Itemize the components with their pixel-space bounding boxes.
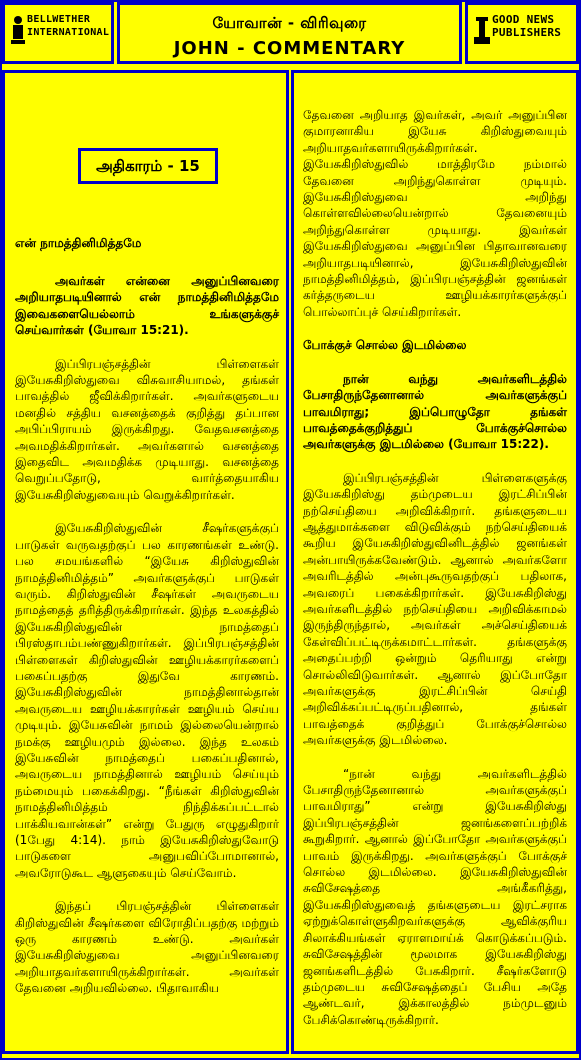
chapter-label: அதிகாரம் - 15 bbox=[78, 148, 218, 184]
header-left-logo-box bbox=[2, 2, 114, 64]
paragraph: இயேசுகிறிஸ்துவின் சீஷர்களுக்குப் பாடுகள் வருவதற்குப் பல காரணங்கள் உண்டு. பல சமயங்களில் “இயேசு கிறிஸ்துவின் நாமத்தினிமித்தம்” அவர்களுக்குப் பாடுகள் வரும். கிறிஸ்துவின் சீஷர்கள் அவருடைய நாமத்தைத் தரித்திருக்கிறார்கள். இந்த உலகத்தில் இயேசுகிறிஸ்துவின் நாமத்தைப் பிரஸ்தாபம்பண்ணுகிறார்கள். இப்பிரபஞ்சத்தின் பிள்ளைகள் கிறிஸ்துவின் ஊழியக்காரர்களைப் பகைப்பதற்கு இதுவே காரணம். இயேசுகிறிஸ்துவின் நாமத்தினால்தான் அவருடைய ஊழியக்காரர்கள் ஊழியம் செய்ய முடியும். இயேசுவின் நாமம் இல்லையென்றால் நமக்கு ஊழியமும் இல்லை. இந்த உலகம் இயேசுவின் நாமத்தைப் பகைப்பதினால், அவருடைய நாமத்தினால் ஊழியம் செய்யும் நம்மையும் பகைக்கிறது. “நீங்கள் கிறிஸ்துவின் நாமத்தினிமித்தம் நிந்திக்கப்பட்டால் பாக்கியவான்கள்” என்று பேதுரு எழுதுகிறார் (1பேது 4:14). நாம் இயேசுகிறிஸ்துவோடு பாடுகளை அனுபவிப்போமானால், அவரோடுகூட ஆளுகையும் செய்வோம். bbox=[15, 521, 279, 880]
paragraph: இப்பிரபஞ்சத்தின் பிள்ளைகள் இயேசுகிறிஸ்துவை விசுவாசியாமல், தங்கள் பாவத்தில் ஜீவிக்கிறார்கள். அவர்களுடைய மனதில் சத்திய வசனத்தைக் குறித்து தப்பான அபிப்பிராயம் இருக்கிறது. வேதவசனத்தை அவமதிக்கிறார்கள். அவர்களால் வசனத்தை இதைவிட அவமதிக்க முடியாது. வசனத்தை வெறுப்பதோடு, வார்த்தையாகிய இயேசுகிறிஸ்துவையும் வெறுக்கிறார்கள். bbox=[15, 356, 279, 502]
paragraph: இப்பிரபஞ்சத்தின் பிள்ளைகளுக்கு இயேசுகிறிஸ்து தம்முடைய இரட்சிப்பின் நற்செய்தியை அறிவிக்கிறார். தங்களுடைய ஆத்துமாக்களை விடுவிக்கும் நற்செய்தியைக் கூறிய இயேசுகிறிஸ்துவினிடத்தில் ஜனங்கள் அன்பாயிருக்கவேண்டும். ஆனால் அவர்களோ அவரிடத்தில் அன்புகூருவதற்குப் பதிலாக, அவரைப் பகைக்கிறார்கள். இயேசுகிறிஸ்து அவர்களிடத்தில் நற்செய்தியை அறிவிக்காமல் இருந்திருந்தால், அவர்கள் அச்செய்தியைக் கேள்விப்பட்டிருக்கமாட்டார்கள். தங்களுக்கு அதைப்பற்றி ஒன்றும் தெரியாது என்று சொல்லிவிடுவார்கள். ஆனால் இப்போதோ அவர்களுக்கு இரட்சிப்பின் செய்தி அறிவிக்கப்பட்டிருப்பதினால், தங்கள் பாவத்தைக் குறித்துப் போக்குச்சொல்ல அவர்களுக்கு இடமில்லை. bbox=[303, 470, 567, 748]
paragraph: தேவனை அறியாத இவர்கள், அவர் அனுப்பின குமாரனாகிய இயேசு கிறிஸ்துவையும் அறியாதவர்களாயிருக்கிறார்கள். இயேசுகிறிஸ்துவில் மாத்திரமே நம்மால் தேவனை அறிந்துகொள்ள முடியும். இயேசுகிறிஸ்துவை அறிந்து கொள்ளவில்லையென்றால் தேவனையும் அறிந்துகொள்ள முடியாது. இவர்கள் இயேசுகிறிஸ்துவை அனுப்பின பிதாவானவரை அறியாதபடியினால், இயேசுகிறிஸ்துவின் நாமத்தினிமித்தம், இப்பிரபஞ்சத்தின் ஜனங்கள் கர்த்தருடைய ஊழியக்காரர்களுக்குப் பொல்லாப்புச் செய்கிறார்கள். bbox=[303, 108, 567, 319]
title-tamil: யோவான் - விரிவுரை bbox=[212, 14, 367, 32]
paragraph: இந்தப் பிரபஞ்சத்தின் பிள்ளைகள் கிறிஸ்துவின் சீஷர்களை விரோதிப்பதற்கு மற்றும் ஒரு காரணம் உண்டு. அவர்கள் இயேசுகிறிஸ்துவை அனுப்பினவரை அறியாதவர்களாயிருக்கிறார்கள். அவர்கள் தேவனை அறியவில்லை. பிதாவாகிய bbox=[15, 899, 279, 996]
good-news-icon bbox=[474, 15, 490, 45]
bellwether-icon bbox=[11, 15, 25, 45]
bellwether-logo bbox=[11, 13, 117, 39]
right-column bbox=[291, 70, 579, 1054]
header-title-box bbox=[117, 2, 462, 64]
good-news-logo bbox=[474, 13, 574, 39]
bellwether-text: BELLWETHER INTERNATIONAL bbox=[27, 14, 110, 38]
verse-quote: அவர்கள் என்னை அனுப்பினவரை அறியாதபடியினால் என் நாமத்தினிமித்தமே இவைகளையெல்லாம் உங்களுக்குச் செய்வார்கள் (யோவா 15:21). bbox=[15, 274, 279, 338]
paragraph: “நான் வந்து அவர்களிடத்தில் பேசாதிருந்தேனானால் அவர்களுக்குப் பாவமிராது” என்று இயேசுகிறிஸ்து இப்பிரபஞ்சத்தின் ஜனங்களைப்பற்றிக் கூறுகிறார். ஆனால் இப்போதோ அவர்களுக்குப் பாவம் இருக்கிறது. அவர்களுக்குப் போக்குச் சொல்ல இடமில்லை. இயேசுகிறிஸ்துவின் சுவிசேஷத்தை அங்கீகரித்து, இயேசுகிறிஸ்துவைத் தங்களுடைய இரட்சராக ஏற்றுக்கொள்ளுகிறவர்களுக்கு ஆவிக்குரிய சிலாக்கியங்கள் ஏராளமாய்க் கொடுக்கப்படும். சுவிசேஷத்தின் மூலமாக இயேசுகிறிஸ்து ஜனங்களிடத்தில் பேசுகிறார். சீஷர்களோடு தம்முடைய சுவிசேஷத்தைப் பேசிய அதே ஆண்டவர், இக்காலத்தில் நம்முடனும் பேசிக்கொண்டிருக்கிறார். bbox=[303, 766, 567, 1027]
section-heading: என் நாமத்தினிமித்தமே bbox=[15, 236, 142, 250]
header-right-logo-box bbox=[465, 2, 579, 64]
verse-quote: நான் வந்து அவர்களிடத்தில் பேசாதிருந்தேனானால் அவர்களுக்குப் பாவமிராது; இப்பொழுதோ தங்கள் பாவத்தைக்குறித்துப் போக்குச்சொல்ல அவர்களுக்கு இடமில்லை (யோவா 15:22). bbox=[303, 371, 567, 452]
good-news-text: GOOD NEWS PUBLISHERS bbox=[492, 13, 562, 39]
left-column bbox=[2, 70, 289, 1054]
section-heading: போக்குச் சொல்ல இடமில்லை bbox=[303, 338, 467, 353]
title-english: JOHN - COMMENTARY bbox=[173, 38, 406, 59]
